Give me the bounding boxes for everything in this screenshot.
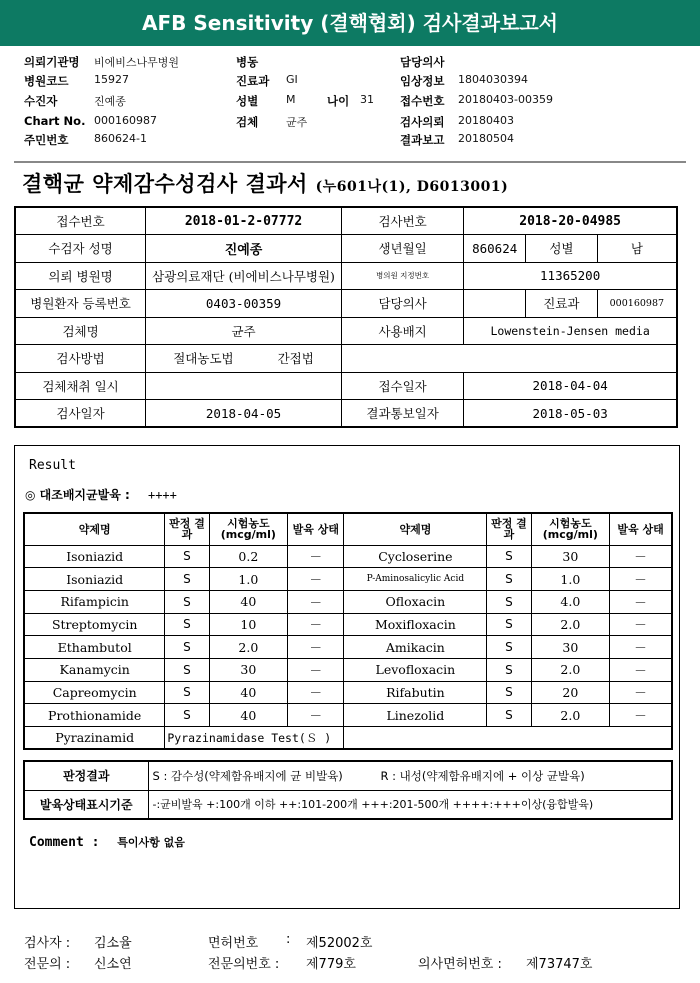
judgment: S [165, 636, 209, 659]
drug-name: Amikacin [344, 636, 487, 659]
info-label: 결과보고 [400, 133, 445, 147]
drug-name: Capreomycin [24, 681, 165, 704]
table-row [24, 590, 672, 613]
info-label: 임상정보 [400, 74, 445, 88]
info-label: 의뢰기관명 [24, 55, 80, 69]
footer-row [24, 953, 684, 973]
cell-label: 수검자 성명 [15, 235, 146, 263]
legend-value [148, 761, 672, 790]
method-item: 절대농도법 [173, 351, 234, 367]
test-method [146, 345, 342, 373]
drug-name: Rifabutin [344, 681, 487, 704]
table-row [15, 235, 677, 263]
test-concentration: 30 [209, 658, 287, 681]
table-row [24, 658, 672, 681]
growth-status: － [610, 636, 672, 659]
test-concentration: 40 [209, 590, 287, 613]
doctor-license-number: 제73747호 [526, 957, 593, 972]
test-number: 2018-20-04985 [464, 207, 677, 235]
drug-name: Streptomycin [24, 613, 165, 636]
legend-value: -:균비발육 +:100개 이하 ++:101-200개 +++:201-500개 ++++:+++이상(융합발육) [148, 790, 672, 819]
cell-label: 사용배지 [341, 317, 463, 345]
info-value: 15927 [94, 73, 129, 86]
test-concentration: 30 [531, 636, 609, 659]
drug-name: Ofloxacin [344, 590, 487, 613]
cell-label: 담당의사 [341, 290, 463, 318]
cell-label: 검사방법 [15, 345, 146, 373]
department-value: 000160987 [597, 290, 677, 318]
test-concentration: 40 [209, 704, 287, 727]
cell-label: 접수일자 [341, 372, 463, 400]
judgment: S [487, 590, 531, 613]
report-code: (누601나(1), D6013001) [315, 179, 509, 195]
specimen-name: 균주 [146, 317, 342, 345]
judgment: S [487, 613, 531, 636]
result-section [14, 445, 680, 909]
info-label: 담당의사 [400, 55, 445, 69]
table-row [15, 345, 677, 373]
table-header-row [24, 513, 672, 545]
exam-date: 2018-04-05 [146, 400, 342, 428]
empty-cell [341, 345, 677, 373]
legend-label: 발육상태표시기준 [24, 790, 148, 819]
column-header: 시험농도 (mcg/ml) [531, 513, 609, 545]
drug-name: Kanamycin [24, 658, 165, 681]
footer-label: 전문의번호 : [208, 957, 280, 972]
table-row [24, 636, 672, 659]
footer-label: 검사자 : [24, 936, 71, 951]
judgment: S [165, 590, 209, 613]
judgment: S [487, 545, 531, 568]
report-title-text: 결핵균 약제감수성검사 결과서 [22, 171, 308, 196]
table-row [15, 207, 677, 235]
method-item: 간접법 [277, 351, 314, 367]
comment [29, 834, 185, 850]
drug-name: P-Aminosalicylic Acid [344, 568, 487, 591]
column-header: 판정 결과 [487, 513, 531, 545]
footer-label: 면허번호 [208, 936, 259, 951]
info-value: GI [286, 73, 298, 86]
judgment: S [487, 704, 531, 727]
empty-cell [344, 727, 672, 750]
specialist-name: 신소연 [94, 957, 132, 972]
footer-label: : [286, 932, 291, 947]
cell-label: 병원환자 등록번호 [15, 290, 146, 318]
test-concentration: 40 [209, 681, 287, 704]
info-label: 수진자 [24, 94, 58, 108]
test-concentration: 10 [209, 613, 287, 636]
legend-s: S : 감수성(약제함유배지에 균 비발육) [152, 768, 343, 783]
reception-number: 2018-01-2-07772 [146, 207, 342, 235]
info-label: Chart No. [24, 114, 86, 128]
table-row [15, 317, 677, 345]
info-value: 20180403-00359 [458, 93, 553, 106]
legend-r: R : 내성(약제함유배지에 + 이상 균발육) [380, 768, 585, 783]
info-value: 000160987 [94, 114, 157, 127]
info-label: 나이 [327, 94, 350, 108]
test-concentration: 4.0 [531, 590, 609, 613]
request-info [24, 54, 684, 150]
report-title [22, 168, 508, 198]
growth-status: － [610, 568, 672, 591]
drug-susceptibility-table [23, 512, 673, 750]
table-row [24, 761, 672, 790]
growth-status: － [288, 681, 344, 704]
column-header: 발육 상태 [610, 513, 672, 545]
patient-name: 진예종 [146, 235, 342, 263]
column-header: 약제명 [344, 513, 487, 545]
table-row [24, 727, 672, 750]
info-row [24, 73, 684, 89]
judgment: S [487, 658, 531, 681]
info-label: 주민번호 [24, 133, 69, 147]
cell-label: 의뢰 병원명 [15, 262, 146, 290]
test-concentration: 0.2 [209, 545, 287, 568]
table-row [15, 372, 677, 400]
growth-status: － [288, 568, 344, 591]
growth-status: － [288, 658, 344, 681]
specialist-number: 제779호 [306, 957, 356, 972]
test-concentration: 20 [531, 681, 609, 704]
cell-label: 검체채취 일시 [15, 372, 146, 400]
test-concentration: 2.0 [531, 658, 609, 681]
test-concentration: 1.0 [209, 568, 287, 591]
cell-label: 생년월일 [341, 235, 463, 263]
info-value: 비에비스나무병원 [94, 56, 180, 69]
info-value: 균주 [286, 116, 308, 129]
table-row [24, 545, 672, 568]
drug-name: Pyrazinamid [24, 727, 165, 750]
birth-date: 860624 [464, 235, 526, 263]
info-value: 20180403 [458, 114, 514, 127]
column-header: 판정 결과 [165, 513, 209, 545]
test-concentration: 1.0 [531, 568, 609, 591]
cell-label: 접수번호 [15, 207, 146, 235]
growth-status: － [288, 636, 344, 659]
control-growth [25, 486, 177, 503]
info-value: M [286, 93, 296, 106]
column-header: 시험농도 (mcg/ml) [209, 513, 287, 545]
table-row [24, 704, 672, 727]
doctor-name [464, 290, 526, 318]
info-value: 31 [360, 93, 374, 106]
growth-status: － [288, 590, 344, 613]
patient-info-table [14, 206, 678, 428]
cell-label: 검체명 [15, 317, 146, 345]
comment-label: Comment : [29, 835, 100, 850]
growth-status: － [610, 658, 672, 681]
cell-label: 진료과 [526, 290, 598, 318]
table-row [24, 613, 672, 636]
pza-test: Pyrazinamidase Test(Ｓ ) [165, 727, 344, 750]
growth-status: － [288, 704, 344, 727]
hospital-name: 삼광의료재단 (비에비스나무병원) [146, 262, 342, 290]
info-label: 검체 [236, 115, 259, 129]
judgment: S [165, 568, 209, 591]
drug-name: Prothionamide [24, 704, 165, 727]
control-growth-value: ++++ [147, 488, 177, 502]
tester-name: 김소율 [94, 936, 132, 951]
legend-label: 판정결과 [24, 761, 148, 790]
legend-table [23, 760, 673, 820]
drug-name: Ethambutol [24, 636, 165, 659]
info-row [24, 132, 684, 148]
info-label: 병원코드 [24, 74, 69, 88]
growth-status: － [610, 545, 672, 568]
judgment: S [487, 681, 531, 704]
growth-status: － [288, 613, 344, 636]
table-row [15, 400, 677, 428]
growth-status: － [610, 613, 672, 636]
cell-label: 검사번호 [341, 207, 463, 235]
info-row [24, 54, 684, 70]
footer-label: 전문의 : [24, 957, 71, 972]
registration-number: 0403-00359 [146, 290, 342, 318]
judgment: S [165, 613, 209, 636]
report-banner: AFB Sensitivity (결핵협회) 검사결과보고서 [0, 0, 700, 46]
drug-name: Levofloxacin [344, 658, 487, 681]
info-value: 1804030394 [458, 73, 528, 86]
info-label: 검사의뢰 [400, 115, 445, 129]
table-row [15, 290, 677, 318]
column-header: 발육 상태 [288, 513, 344, 545]
growth-status: － [288, 545, 344, 568]
designated-number: 11365200 [464, 262, 677, 290]
license-number: 제52002호 [306, 936, 373, 951]
info-row [24, 114, 684, 130]
judgment: S [487, 636, 531, 659]
result-label: Result [29, 458, 76, 473]
info-label: 진료과 [236, 74, 270, 88]
drug-name: Cycloserine [344, 545, 487, 568]
comment-text: 특이사항 없음 [117, 836, 185, 849]
judgment: S [487, 568, 531, 591]
control-growth-label: ◎ 대조배지균발육 : [25, 488, 130, 502]
table-row [24, 790, 672, 819]
judgment: S [165, 545, 209, 568]
drug-name: Isoniazid [24, 545, 165, 568]
growth-status: － [610, 704, 672, 727]
drug-name: Moxifloxacin [344, 613, 487, 636]
cell-label: 검사일자 [15, 400, 146, 428]
cell-label: 성별 [526, 235, 598, 263]
notify-date: 2018-05-03 [464, 400, 677, 428]
test-concentration: 2.0 [531, 704, 609, 727]
growth-status: － [610, 681, 672, 704]
judgment: S [165, 681, 209, 704]
section-divider [14, 161, 686, 163]
receipt-date: 2018-04-04 [464, 372, 677, 400]
info-value: 진예종 [94, 95, 126, 108]
table-row [24, 681, 672, 704]
footer-label: 의사면허번호 : [418, 957, 502, 972]
judgment: S [165, 658, 209, 681]
table-row [24, 568, 672, 591]
info-label: 성별 [236, 94, 259, 108]
info-label: 병동 [236, 55, 259, 69]
drug-name: Rifampicin [24, 590, 165, 613]
drug-name: Isoniazid [24, 568, 165, 591]
table-row [15, 262, 677, 290]
patient-sex: 남 [597, 235, 677, 263]
collection-date [146, 372, 342, 400]
column-header: 약제명 [24, 513, 165, 545]
info-value: 860624-1 [94, 132, 147, 145]
test-concentration: 2.0 [209, 636, 287, 659]
footer-row [24, 932, 684, 952]
info-label: 접수번호 [400, 94, 445, 108]
info-row [24, 93, 684, 109]
test-concentration: 30 [531, 545, 609, 568]
drug-name: Linezolid [344, 704, 487, 727]
test-concentration: 2.0 [531, 613, 609, 636]
medium-name: Lowenstein-Jensen media [464, 317, 677, 345]
cell-label: 결과통보일자 [341, 400, 463, 428]
info-value: 20180504 [458, 132, 514, 145]
cell-label: 병의원 지정번호 [341, 262, 463, 290]
growth-status: － [610, 590, 672, 613]
judgment: S [165, 704, 209, 727]
